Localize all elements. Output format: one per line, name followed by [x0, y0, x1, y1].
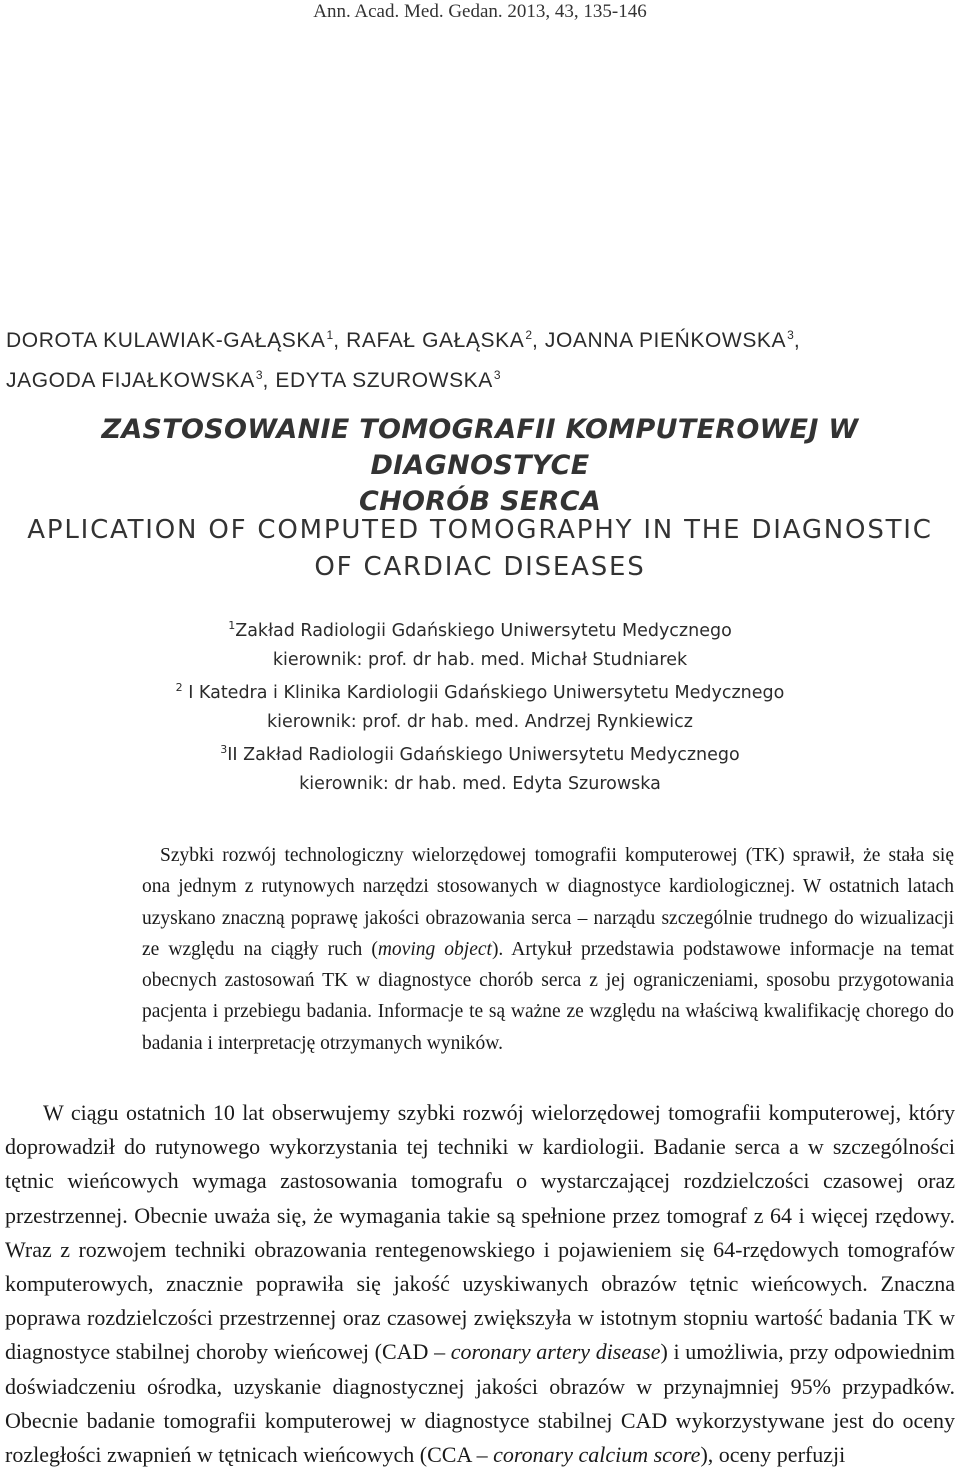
journal-citation: Ann. Acad. Med. Gedan. 2013, 43, 135-146 — [313, 1, 647, 22]
affiliation-head: kierownik: dr hab. med. Edyta Szurowska — [299, 773, 661, 794]
title-polish: ZASTOSOWANIE TOMOGRAFII KOMPUTEROWEJ W DIAGNOSTYCE CHORÓB SERCA — [101, 414, 859, 517]
affiliations — [0, 612, 960, 798]
title-english: APLICATION OF COMPUTED TOMOGRAPHY IN THE DIAGNOSTIC OF CARDIAC DISEASES — [27, 515, 933, 582]
affiliation-mark: 3 — [220, 743, 228, 756]
body-paragraph: W ciągu ostatnich 10 lat obserwujemy szybki rozwój wielorzędowej tomografii komputerowej, który doprowadził do rutynowego wykorzystania tej techniki w kardiologii. Badanie serca a w szczególności tętnic wieńcowych wymaga zastosowania tomografu o wystarczającej rozdzielczości czasowej oraz przestrzennej. Obecnie uważa się, że wymagania takie są spełnione przez tomograf z 64 i więcej rzędowy. Wraz z rozwojem techniki obrazowania rentegenowskiego i pojawieniem się 64-rzędowych tomografów komputerowych, znacznie poprawiła się jakość uzyskiwanych obrazów tętnic wieńcowych. Znaczna poprawa rozdzielczości przestrzennej oraz czasowej zwiększyła w istotnym stopniu wartość badania TK w diagnostyce stabilnej choroby wieńcowej (CAD – coronary artery disease) i umożliwia, przy odpowiednim doświadczeniu ośrodka, uzyskanie diagnostycznej jakości obrazów w przynajmniej 95% przypadków. Obecnie badanie tomografii komputerowej w diagnostyce stabilnej CAD wykorzystywane jest do oceny rozległości zwapnień w tętnicach wieńcowych (CCA – coronary calcium score), oceny perfuzji — [5, 1100, 956, 1468]
author-name: JAGODA FIJAŁKOWSKA — [6, 369, 255, 392]
author-name: EDYTA SZUROWSKA — [275, 369, 493, 392]
author-affiliation-mark: 3 — [255, 368, 263, 382]
affiliation-head: kierownik: prof. dr hab. med. Michał Studniarek — [272, 649, 688, 670]
author-line-2: JAGODA FIJAŁKOWSKA$^3$, EDYTA SZUROWSKA$^3$ — [6, 368, 501, 392]
abstract: Szybki rozwój technologiczny wielorzędowej tomografii komputerowej (TK) sprawił, że stała się ona jednym z rutynowych narzędzi stosowanych w diagnostyce kardiologicznej. W ostatnich latach uzyskano znaczną poprawę jakości obrazowania serca – narządu szczególnie trudnego do wizualizacji ze względu na ciągły ruch (moving object). Artykuł przedstawia podstawowe informacje na temat obecnych zastosowań TK w diagnostyce chorób serca z jej ograniczeniami, sposobu przygotowania pacjenta i przebiegu badania. Informacje te są ważne ze względu na właściwą kwalifikację chorego do badania i interpretację otrzymanych wyników. — [142, 845, 954, 1054]
author-affiliation-mark: 1 — [326, 328, 334, 342]
affiliation-mark: 1 — [228, 619, 236, 632]
author-line-1: DOROTA KULAWIAK-GAŁĄSKA$^1$, RAFAŁ GAŁĄSKA$^2$, JOANNA PIEŃKOWSKA$^3$, — [6, 328, 801, 352]
affiliation-mark: 2 — [175, 681, 183, 694]
affiliation-unit: $^2$ I Katedra i Klinika Kardiologii Gdańskiego Uniwersytetu Medycznego — [175, 681, 785, 703]
author-name: JOANNA PIEŃKOWSKA — [544, 329, 787, 352]
author-list — [6, 318, 956, 398]
author-name: RAFAŁ GAŁĄSKA — [346, 329, 525, 352]
author-affiliation-mark: 3 — [493, 368, 501, 382]
author-affiliation-mark: 3 — [787, 328, 794, 342]
author-affiliation-mark: 2 — [525, 328, 533, 342]
affiliation-unit: $^1$Zakład Radiologii Gdańskiego Uniwersytetu Medycznego — [228, 619, 732, 641]
affiliation-unit: $^3$II Zakład Radiologii Gdańskiego Uniwersytetu Medycznego — [220, 743, 740, 765]
author-name: DOROTA KULAWIAK-GAŁĄSKA — [6, 329, 326, 352]
affiliation-head: kierownik: prof. dr hab. med. Andrzej Rynkiewicz — [267, 711, 693, 732]
